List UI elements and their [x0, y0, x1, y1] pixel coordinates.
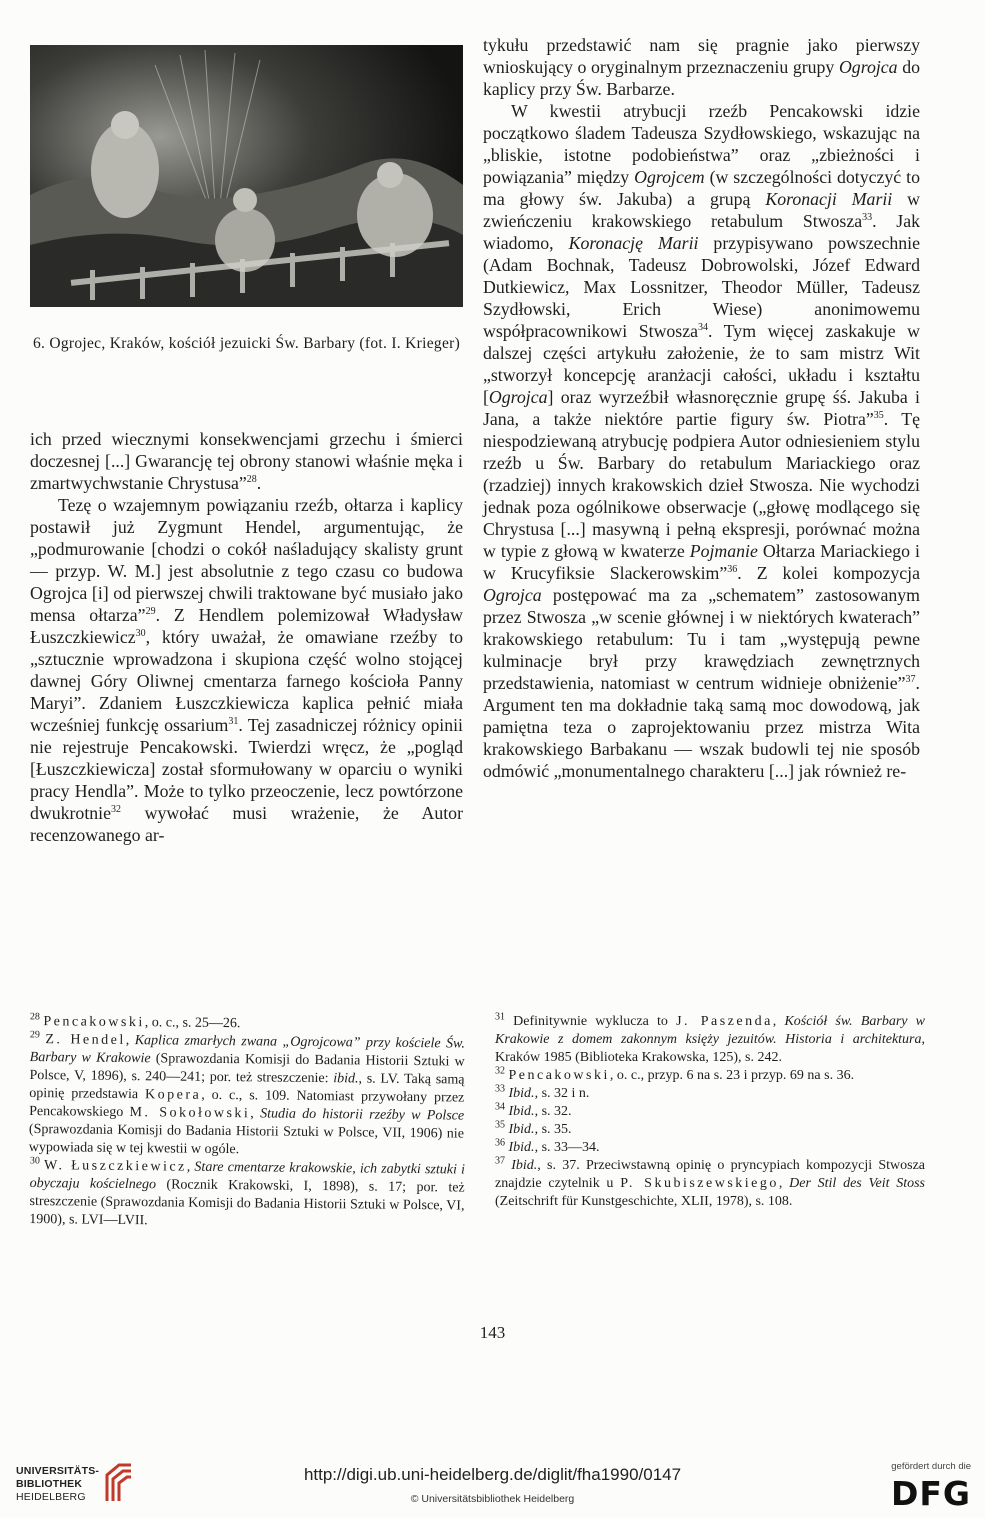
footnote-title: Der Stil des Veit Stoss	[789, 1176, 926, 1191]
text-run: (w szczególności dotyczyć to ma głowy św. Jakuba) a grupą	[483, 167, 920, 209]
footnote-number: 37	[495, 1155, 505, 1167]
text-run-italic: Koronację Marii	[568, 233, 699, 253]
library-name-line: BIBLIOTHEK	[16, 1478, 83, 1490]
page-number: 143	[479, 1323, 506, 1342]
text-run: ] oraz wyrzeźbił własnoręcznie grupę śś. Jakuba i Jana, a także niektóre partie figury św. Piotra”	[483, 387, 920, 429]
note-ref-37: 37	[905, 674, 916, 686]
text-run: przypisywano powszechnie (Adam Bochnak, Tadeusz Dobrowolski, Józef Edward Dutkiewicz, Max Lossnitzer, Theodor Müller, Tadeusz Szydłowski, Erich Wiese) anonimowemu współpracownikowi Stwosza	[483, 233, 920, 341]
note-ref-36: 36	[727, 564, 738, 576]
text-run: W kwestii atrybucji rzeźb Pencakowski idzie początkowo śladem Tadeusza Szydłowskiego, wskazując na „bliskie, istotne podobieństwa” oraz „zbieżności i powiązania” między	[483, 101, 920, 187]
footnote-title: Kaplica zmarłych zwana „Ogrojcowa” przy kościele Św. Barbary w Krakowie	[29, 1033, 465, 1067]
text-run: . Argument ten ma dokładnie taką samą moc dowodową, jak pamiętna teza o zaprojektowaniu przez mistrza Wita krakowskiego Barbakanu — wszak budowli tej nie sposób odmówić „monumentalnego charakteru [...] jak również re-	[483, 673, 920, 781]
text-run-italic: Koronacji Marii	[765, 189, 893, 209]
footnote-ibid: Ibid.	[511, 1158, 538, 1173]
footnote-35	[495, 1121, 925, 1139]
footnote-text: , s. 32 i n.	[534, 1086, 590, 1101]
footnote-number: 33	[495, 1083, 505, 1095]
footnote-author: Kopera	[144, 1087, 202, 1103]
text-run: . Tej zasadniczej różnicy opinii nie rejestruje Pencakowski. Twierdzi wręcz, że „pogląd [Łuszczkiewicza] został sformułowany w oparciu o wyniki pracy Hendla”. Może to tylko przeoczenie, lecz powtórzone dwukrotnie	[30, 715, 463, 823]
footnote-ibid: Ibid.	[508, 1104, 535, 1119]
footnote-number: 31	[495, 1011, 505, 1023]
dfg-logo: DFG	[890, 1474, 971, 1513]
footnote-text: (Sprawozdania Komisji do Badania Historii Sztuki w Polsce, V, 1896), s. 240—241; por. też streszczenie:	[29, 1051, 465, 1087]
text-run-italic: Ogrojca	[838, 57, 898, 77]
footnote-text: ,	[250, 1106, 261, 1122]
footnote-text: , s. LV. Taką samą opinię przedstawia	[29, 1071, 465, 1103]
right-paragraph-1	[483, 34, 920, 100]
footnote-author: W. Łuszczkiewicz	[43, 1158, 187, 1175]
footnote-34	[495, 1103, 925, 1121]
footnote-33	[495, 1085, 925, 1103]
library-name-line: UNIVERSITÄTS-	[16, 1465, 100, 1477]
footnote-title: Kościół św. Barbary w Krakowie z domem zakonnym księży jezuitów. Historia i architektura	[495, 1014, 926, 1047]
text-run: Ołtarza Mariackiego i w Krucyfiksie Slackerowskim”	[483, 541, 920, 583]
note-ref-32: 32	[111, 804, 121, 816]
footnote-ibid: ibid.	[333, 1071, 359, 1087]
footnote-number: 36	[495, 1137, 505, 1149]
text-run: . Jak wiadomo,	[483, 211, 921, 253]
footnote-text: (Zeitschrift für Kunstgeschichte, XLII, 1978), s. 108.	[495, 1194, 793, 1209]
footnote-number: 34	[495, 1101, 505, 1113]
note-ref-31: 31	[228, 716, 239, 728]
footnote-author: Z. Hendel	[45, 1032, 126, 1049]
footnote-text: Definitywnie wyklucza to	[513, 1014, 677, 1029]
footnote-text: (Sprawozdania Komisji do Badania Historii Sztuki w Polsce, VII, 1906) nie wypowiada się w tej kwestii w ogóle.	[28, 1121, 465, 1158]
footnote-number: 29	[29, 1029, 41, 1041]
text-run: do kaplicy przy Św. Barbarze.	[483, 57, 920, 99]
text-run-italic: Ogrojcem	[634, 167, 705, 187]
footnote-text: , o. c., s. 25—26.	[144, 1015, 241, 1032]
figure-photo	[30, 45, 463, 307]
note-ref-29: 29	[145, 606, 156, 618]
footnotes-right	[495, 1013, 925, 1211]
footer-bar	[0, 1455, 985, 1518]
footnote-text: , s. 35.	[534, 1122, 572, 1137]
footnote-text: , Kraków 1985 (Biblioteka Krakowska, 125), s. 242.	[495, 1032, 925, 1065]
footnote-text: , o. c., przyp. 6 na s. 23 i przyp. 69 na s. 36.	[609, 1068, 855, 1083]
footnote-number: 32	[495, 1065, 505, 1077]
right-text-column	[483, 34, 920, 782]
figure-caption: 6. Ogrojec, Kraków, kościół jezuicki Św. Barbary (fot. I. Krieger)	[32, 335, 461, 352]
text-run: w zwieńczeniu krakowskiego retabulum Stwosza	[483, 189, 921, 231]
text-run: tykułu przedstawić nam się pragnie jako pierwszy wnioskujący o oryginalnym przeznaczeniu grupy	[483, 35, 920, 77]
footnote-text: , s. 37. Przeciwstawną opinię o pryncypiach kompozycji Stwosza znajdzie czytelnik u	[495, 1158, 926, 1191]
footnote-text: ,	[778, 1176, 790, 1191]
footnote-text: , o. c., s. 109. Natomiast przywołany przez Pencakowskiego	[29, 1087, 465, 1121]
text-run-italic: Pojmanie	[689, 541, 758, 561]
footnote-title: Stare cmentarze krakowskie, ich zabytki sztuki i obyczaju kościelnego	[29, 1159, 465, 1193]
footnote-author: P. Skubiszewskiego	[620, 1176, 779, 1191]
right-paragraph-2	[483, 100, 920, 782]
footnote-author: J. Paszenda	[676, 1014, 773, 1029]
footnote-31	[495, 1013, 925, 1067]
note-ref-28: 28	[246, 474, 257, 486]
left-paragraph-1: ich przed wiecznymi konsekwencjami grzechu i śmierci doczesnej [...] Gwarancję tej obrony stanowi właśnie męka i zmartwychwstanie Chrystusa”$^{28}$.	[30, 429, 463, 493]
text-run: Tezę o wzajemnym powiązaniu rzeźb, ołtarza i kaplicy postawił już Zygmunt Hendel, argumentując, że „podmurowanie [chodzi o cokół naśladujący skalisty grunt — przyp. W. M.] jest absolutnie z tego czasu co budowa Ogrojca [i] od pierwszej chwili traktowane być musiało jako mensa ołtarza”	[30, 495, 463, 625]
text-run: . Tym więcej zaskakuje w dalszej części artykułu założenie, że to sam mistrz Wit „stworzył koncepcję aranżacji całości, układu i kształtu [	[483, 321, 920, 407]
sculpture-photo-image	[30, 45, 463, 307]
note-ref-34: 34	[698, 322, 709, 334]
library-name-line: HEIDELBERG	[16, 1491, 86, 1503]
footnote-author: Pencakowski	[43, 1014, 145, 1031]
left-paragraph-2	[30, 494, 463, 846]
text-run: . Z kolei kompozycja	[737, 563, 920, 583]
note-ref-33: 33	[862, 212, 873, 224]
footnote-text: ,	[772, 1014, 785, 1029]
footnote-37	[495, 1157, 925, 1211]
footnote-author: Pencakowski	[508, 1068, 610, 1083]
footnote-ibid: Ibid.	[508, 1086, 535, 1101]
text-run: wywołać musi wrażenie, że Autor recenzowanego ar-	[30, 803, 463, 845]
text-run: postępować ma za „schematem” zastosowanym przez Stwosza „w scenie głównej i w niektórych kwaterach” krakowskiego retabulum: Tu i tam „występują pewne kulminacje brył przy krawędziach zewnętrznych przedstawienia, natomiast w centrum widnieje obniżenie”	[483, 585, 920, 693]
footnote-30: $^{30}$ W. Łuszczkiewicz, Stare cmentarze krakowskie, ich zabytki sztuki i obyczaju kościelnego (Rocznik Krakowski, I, 1898), s. 17; por. też streszczenie (Sprawozdania Komisji do Badania Historii Sztuki w Polsce, VI, 1900), s. LVI—LVII.	[29, 1155, 465, 1229]
footnote-32	[495, 1067, 925, 1085]
text-run-italic: Ogrojca	[488, 387, 548, 407]
footnote-text: (Rocznik Krakowski, I, 1898), s. 17; por. też streszczenie (Sprawozdania Komisji do Badania Historii Sztuki w Polsce, VI, 1900), s. LVI—LVII.	[29, 1177, 465, 1229]
text-run: , który uważał, że omawiane rzeźby to „sztucznie wprowadzona i skupiona część wolno stojącej dawnej Góry Oliwnej cmentarza farnego kościoła Panny Maryi”. Zdaniem Łuszczkiewicza kaplica pełnić miała wcześniej funkcję ossarium	[30, 627, 463, 735]
footnote-number: 35	[495, 1119, 505, 1131]
funding-note: gefördert durch die	[891, 1461, 971, 1472]
footnote-title: Studia do historii rzeźby w Polsce	[260, 1106, 465, 1124]
footnote-29: $^{29}$ Z. Hendel, Kaplica zmarłych zwana „Ogrojcowa” przy kościele Św. Barbary w Krakowie (Sprawozdania Komisji do Badania Historii Sztuki w Polsce, V, 1896), s. 240—241; por. też streszczenie: ibid., s. LV. Taką samą opinię przedstawia Kopera, o. c., s. 109. Natomiast przywołany przez Pencakowskiego M. Sokołowski, Studia do historii rzeźby w Polsce (Sprawozdania Komisji do Badania Historii Sztuki w Polsce, VII, 1906) nie wypowiada się w tej kwestii w ogóle.	[28, 1029, 465, 1158]
footnote-number: 30	[29, 1155, 41, 1167]
text-run: . Z Hendlem polemizował Władysław Łuszczkiewicz	[30, 605, 463, 647]
text-run: . Tę niespodziewaną atrybucję podpiera Autor odniesieniem stylu rzeźb u Św. Barbary do retabulum Mariackiego oraz (rzadziej) innych krakowskich dzieł Stwosza. Nie wychodzi jednak poza ogólnikowe obserwacje („głowę modlącego się Chrystusa [...] masywną i pełną ekspresji, porównać można w typie z głową w kwaterze	[483, 409, 920, 561]
footnote-36	[495, 1139, 925, 1157]
document-url-link[interactable]: http://digi.ub.uni-heidelberg.de/diglit/fha1990/0147	[303, 1465, 682, 1484]
left-text-column	[30, 428, 463, 846]
note-ref-35: 35	[873, 410, 884, 422]
footnote-author: M. Sokołowski	[129, 1105, 251, 1122]
footnote-text: , s. 33—34.	[534, 1140, 600, 1155]
text-run-italic: Ogrojca	[483, 585, 542, 605]
note-ref-30: 30	[135, 628, 146, 640]
footnote-number: 28	[29, 1011, 41, 1023]
footnotes-left	[30, 1013, 465, 1229]
footnote-text: , s. 32.	[534, 1104, 572, 1119]
footnote-ibid: Ibid.	[508, 1122, 535, 1137]
footnote-ibid: Ibid.	[508, 1140, 535, 1155]
copyright-notice: © Universitätsbibliothek Heidelberg	[410, 1493, 575, 1505]
text-run: ich przed wiecznymi konsekwencjami grzechu i śmierci doczesnej [...] Gwarancję tej obrony stanowi właśnie męka i zmartwychwstanie Chrystusa”	[30, 429, 463, 493]
